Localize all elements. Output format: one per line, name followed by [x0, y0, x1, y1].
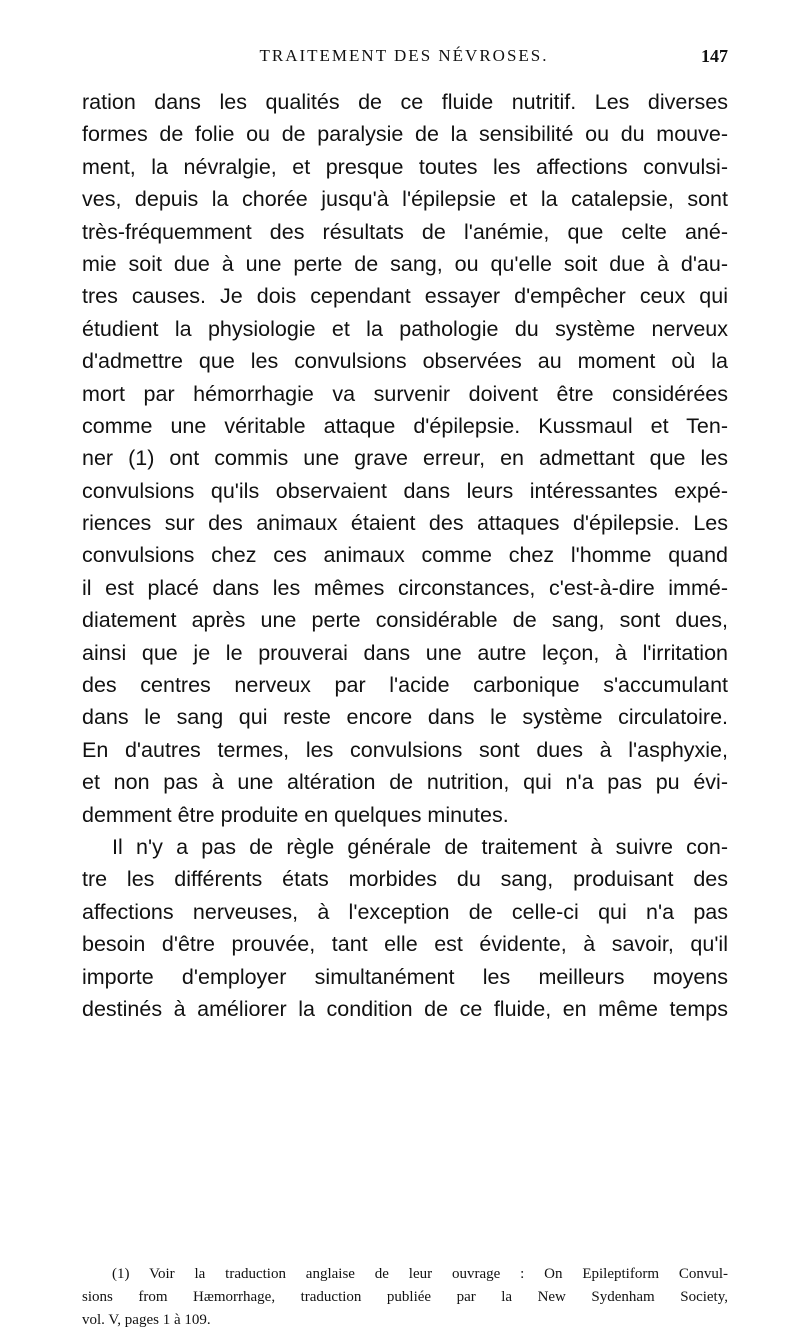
running-title: TRAITEMENT DES NÉVROSES. — [259, 46, 549, 65]
body-line: En d'autres termes, les convulsions sont dues à l'asphyxie, — [82, 737, 728, 762]
body-line: et non pas à une altération de nutrition, qui n'a pas pu évi- — [82, 770, 728, 795]
body-line: tres causes. Je dois cependant essayer d'empêcher ceux qui — [82, 284, 728, 309]
body-line: affections nerveuses, à l'exception de celle-ci qui n'a pas — [82, 899, 728, 924]
body-line: étudient la physiologie et la pathologie du système nerveux — [82, 316, 728, 341]
body-text — [82, 86, 728, 1025]
body-line: ainsi que je le prouverai dans une autre leçon, à l'irritation — [82, 640, 728, 665]
body-line: d'admettre que les convulsions observées au moment où la — [82, 349, 728, 374]
body-line: mort par hémorrhagie va survenir doivent être considérées — [82, 381, 728, 406]
footnote — [82, 1263, 728, 1332]
body-line: ner (1) ont commis une grave erreur, en admettant que les — [82, 446, 728, 471]
body-line: importe d'employer simultanément les meilleurs moyens — [82, 964, 728, 989]
body-line: ration dans les qualités de ce fluide nutritif. Les diverses — [82, 90, 728, 114]
body-line: ves, depuis la chorée jusqu'à l'épilepsie et la catalepsie, sont — [82, 187, 728, 212]
body-line: comme une véritable attaque d'épilepsie. Kussmaul et Ten- — [82, 413, 728, 438]
body-line: il est placé dans les mêmes circonstances, c'est-à-dire immé- — [82, 575, 728, 600]
body-line: des centres nerveux par l'acide carbonique s'accumulant — [82, 673, 728, 698]
footnote-line: sions from Hæmorrhage, traduction publiée par la New Sydenham Society, — [82, 1289, 728, 1305]
body-line: convulsions chez ces animaux comme chez l'homme quand — [82, 543, 728, 568]
body-line: dans le sang qui reste encore dans le système circulatoire. — [82, 705, 728, 730]
footnote-line: vol. V, pages 1 à 109. — [82, 1312, 211, 1328]
body-line: destinés à améliorer la condition de ce fluide, en même temps — [82, 996, 728, 1021]
body-line: tre les différents états morbides du sang, produisant des — [82, 867, 728, 892]
body-line: ment, la névralgie, et presque toutes les affections convulsi- — [82, 154, 728, 179]
footnote-line: (1) Voir la traduction anglaise de leur ouvrage : On Epileptiform Convul- — [112, 1266, 728, 1282]
running-head — [80, 46, 728, 74]
body-line: besoin d'être prouvée, tant elle est évidente, à savoir, qu'il — [82, 932, 728, 957]
body-line: demment être produite en quelques minutes. — [82, 802, 509, 827]
body-line: diatement après une perte considérable de sang, sont dues, — [82, 608, 728, 633]
body-line: riences sur des animaux étaient des attaques d'épilepsie. Les — [82, 511, 728, 536]
body-line: convulsions qu'ils observaient dans leurs intéressantes expé- — [82, 478, 728, 503]
body-line: Il n'y a pas de règle générale de traitement à suivre con- — [112, 834, 728, 859]
body-line: formes de folie ou de paralysie de la sensibilité ou du mouve- — [82, 122, 728, 147]
body-line: très-fréquemment des résultats de l'anémie, que celte ané- — [82, 219, 728, 244]
page-number: 147 — [701, 46, 728, 66]
body-line: mie soit due à une perte de sang, ou qu'elle soit due à d'au- — [82, 251, 728, 276]
